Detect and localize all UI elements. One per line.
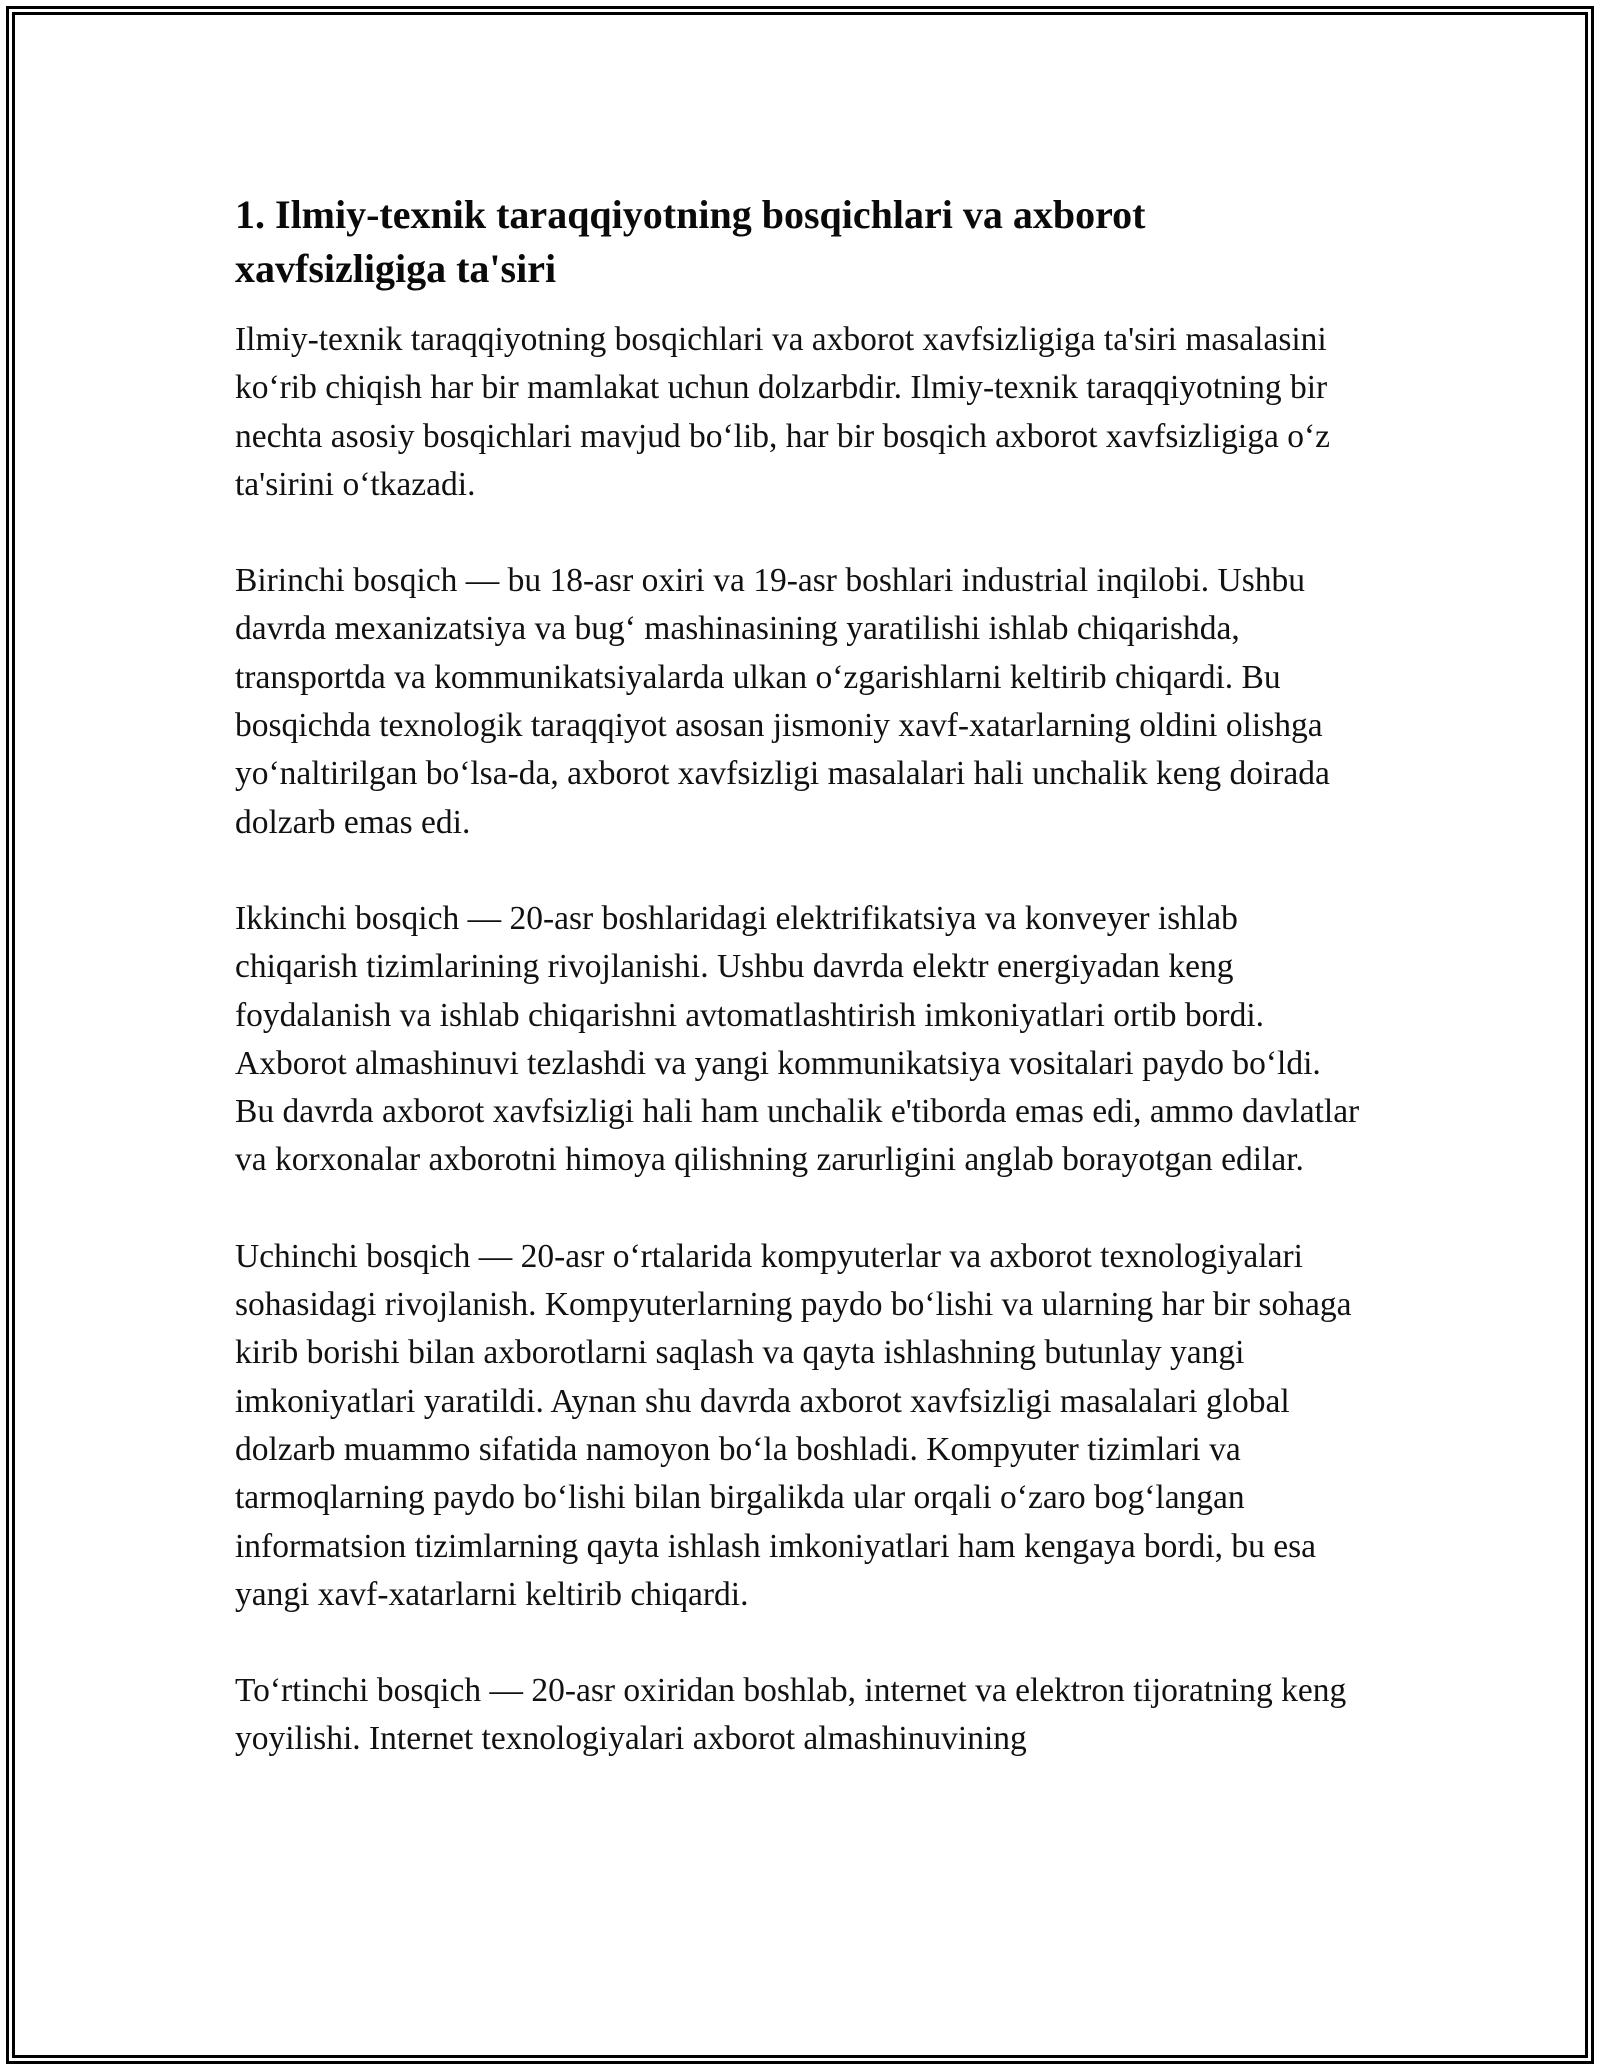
paragraph-stage-2: Ikkinchi bosqich — 20-asr boshlaridagi elektrifikatsiya va konveyer ishlab chiqarish tizimlarining rivojlanishi. Ushbu davrda elektr energiyadan keng foydalanish va ishlab chiqarishni avtomatlashtirish imkoniyatlari ortib bordi. Axborot almashinuvi tezlashdi va yangi kommunikatsiya vositalari paydo bo‘ldi. Bu davrda axborot xavfsizligi hali ham unchalik e'tiborda emas edi, ammo davlatlar va korxonalar axborotni himoya qilishning zarurligini anglab borayotgan edilar. — [235, 899, 1360, 1179]
paragraph-stage-1: Birinchi bosqich — bu 18-asr oxiri va 19-asr boshlari industrial inqilobi. Ushbu davrda mexanizatsiya va bug‘ mashinasining yaratilishi ishlab chiqarishda, transportda va kommunikatsiyalarda ulkan o‘zgarishlarni keltirib chiqardi. Bu bosqichda texnologik taraqqiyot asosan jismoniy xavf-xatarlarning oldini olishga yo‘naltirilgan bo‘lsa-da, axborot xavfsizligi masalalari hali unchalik keng doirada dolzarb emas edi. — [235, 562, 1330, 841]
paragraph-intro: Ilmiy-texnik taraqqiyotning bosqichlari va axborot xavfsizligiga ta'siri masalasini ko‘rib chiqish har bir mamlakat uchun dolzarbdir. Ilmiy-texnik taraqqiyotning bir nechta asosiy bosqichlari mavjud bo‘lib, har bir bosqich axborot xavfsizligiga o‘z ta'sirini o‘tkazadi. — [235, 321, 1330, 503]
document-body — [235, 188, 1365, 1764]
section-heading: 1. Ilmiy-texnik taraqqiyotning bosqichlari va axborot xavfsizligiga ta'siri — [235, 192, 1146, 291]
paragraph-stage-3: Uchinchi bosqich — 20-asr o‘rtalarida kompyuterlar va axborot texnologiyalari sohasidagi rivojlanish. Kompyuterlarning paydo bo‘lishi va ularning har bir sohaga kirib borishi bilan axborotlarni saqlash va qayta ishlashning butunlay yangi imkoniyatlari yaratildi. Aynan shu davrda axborot xavfsizligi masalalari global dolzarb muammo sifatida namoyon bo‘la boshladi. Kompyuter tizimlari va tarmoqlarning paydo bo‘lishi bilan birgalikda ular orqali o‘zaro bog‘langan informatsion tizimlarning qayta ishlash imkoniyatlari ham kengaya bordi, bu esa yangi xavf-xatarlarni keltirib chiqardi. — [235, 1237, 1352, 1613]
paragraph-stage-4: To‘rtinchi bosqich — 20-asr oxiridan boshlab, internet va elektron tijoratning keng yoyilishi. Internet texnologiyalari axborot almashinuvining — [235, 1672, 1347, 1758]
